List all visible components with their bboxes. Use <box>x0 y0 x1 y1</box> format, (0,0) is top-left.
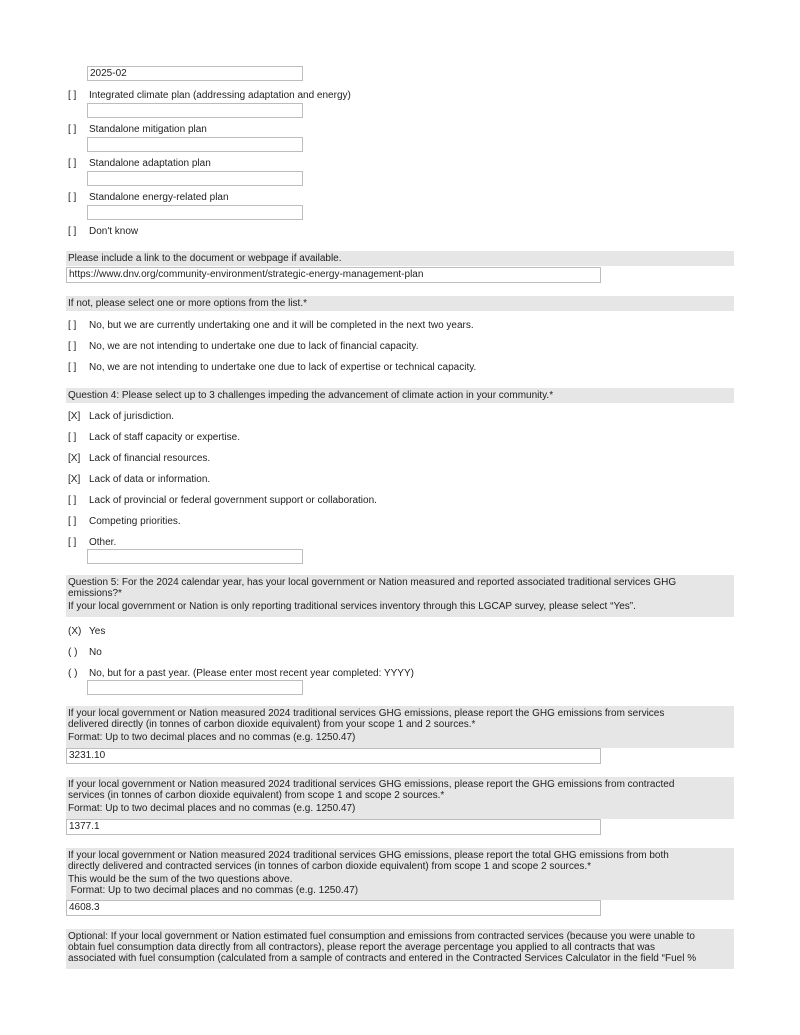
other-field[interactable] <box>87 549 303 564</box>
option-label-yes: Yes <box>89 626 106 637</box>
direct-emissions-prompt <box>66 706 734 748</box>
direct-emissions-field[interactable]: 3231.10 <box>66 748 601 764</box>
direct-emissions-format: Format: Up to two decimal places and no commas (e.g. 1250.47) <box>68 732 356 743</box>
past-year-field[interactable] <box>87 680 303 695</box>
energy-plan-field[interactable] <box>87 205 303 220</box>
option-label-financial-capacity: No, we are not intending to undertake one due to lack of financial capacity. <box>89 341 419 352</box>
option-label-mitigation-plan: Standalone mitigation plan <box>89 124 207 135</box>
total-emissions-line-1: If your local government or Nation measured 2024 traditional services GHG emissions, please report the total GHG emissions from both <box>68 850 669 861</box>
total-emissions-prompt <box>66 848 734 900</box>
total-emissions-field[interactable]: 4608.3 <box>66 900 601 916</box>
contracted-emissions-line-2: services (in tonnes of carbon dioxide equivalent) from scope 1 and scope 2 sources.* <box>68 790 445 801</box>
option-label-adaptation-plan: Standalone adaptation plan <box>89 158 211 169</box>
option-label-lack-support: Lack of provincial or federal government support or collaboration. <box>89 495 377 506</box>
checkbox-dont-know[interactable]: [ ] <box>68 226 77 237</box>
checkbox-lack-jurisdiction[interactable]: [X] <box>68 411 81 422</box>
contracted-emissions-prompt <box>66 777 734 819</box>
contracted-emissions-format: Format: Up to two decimal places and no commas (e.g. 1250.47) <box>68 803 356 814</box>
optional-fuel-line-2: obtain fuel consumption data directly from all contractors), please report the average percentage you applied to all contracts that was <box>68 942 655 953</box>
checkbox-lack-financial[interactable]: [X] <box>68 453 81 464</box>
checkbox-other[interactable]: [ ] <box>68 537 77 548</box>
total-emissions-line-2: directly delivered and contracted services (in tonnes of carbon dioxide equivalent) from scope 1 and scope 2 sources.* <box>68 861 592 872</box>
checkbox-energy-plan[interactable]: [ ] <box>68 192 77 203</box>
option-label-technical-capacity: No, we are not intending to undertake one due to lack of expertise or technical capacity. <box>89 362 477 373</box>
option-label-energy-plan: Standalone energy-related plan <box>89 192 229 203</box>
option-label-dont-know: Don't know <box>89 226 139 237</box>
radio-no[interactable]: ( ) <box>68 647 78 658</box>
checkbox-lack-staff[interactable]: [ ] <box>68 432 77 443</box>
option-label-competing-priorities: Competing priorities. <box>89 516 181 527</box>
option-label-lack-data: Lack of data or information. <box>89 474 211 485</box>
option-label-other: Other. <box>89 537 117 548</box>
option-label-integrated-plan: Integrated climate plan (addressing adaptation and energy) <box>89 90 351 101</box>
option-label-lack-financial: Lack of financial resources. <box>89 453 211 464</box>
optional-fuel-prompt <box>66 929 734 969</box>
checkbox-adaptation-plan[interactable]: [ ] <box>68 158 77 169</box>
adaptation-plan-field[interactable] <box>87 171 303 186</box>
checkbox-integrated-plan[interactable]: [ ] <box>68 90 77 101</box>
checkbox-competing-priorities[interactable]: [ ] <box>68 516 77 527</box>
total-emissions-note: This would be the sum of the two questions above. <box>68 874 293 885</box>
optional-fuel-line-3: associated with fuel consumption (calculated from a sample of contracts and entered in the Contracted Services Calculator in the field “Fuel % <box>68 953 697 964</box>
optional-fuel-line-1: Optional: If your local government or Nation estimated fuel consumption and emissions from contracted services (because you were unable to <box>68 931 695 942</box>
checkbox-mitigation-plan[interactable]: [ ] <box>68 124 77 135</box>
checkbox-technical-capacity[interactable]: [ ] <box>68 362 77 373</box>
contracted-emissions-field[interactable]: 1377.1 <box>66 819 601 835</box>
checkbox-undertaking[interactable]: [ ] <box>68 320 77 331</box>
contracted-emissions-line-1: If your local government or Nation measured 2024 traditional services GHG emissions, please report the GHG emissions from contracted <box>68 779 675 790</box>
total-emissions-format: Format: Up to two decimal places and no commas (e.g. 1250.47) <box>68 885 359 896</box>
checkbox-lack-support[interactable]: [ ] <box>68 495 77 506</box>
mitigation-plan-field[interactable] <box>87 137 303 152</box>
if-not-prompt: If not, please select one or more options from the list.* <box>66 296 734 311</box>
link-field[interactable]: https://www.dnv.org/community-environment/strategic-energy-management-plan <box>66 267 601 283</box>
option-label-undertaking: No, but we are currently undertaking one and it will be completed in the next two years. <box>89 320 474 331</box>
option-label-no: No <box>89 647 102 658</box>
question-5-line-2: emissions?* <box>68 588 122 599</box>
checkbox-financial-capacity[interactable]: [ ] <box>68 341 77 352</box>
direct-emissions-line-1: If your local government or Nation measured 2024 traditional services GHG emissions, please report the GHG emissions from services <box>68 708 665 719</box>
question-4-prompt: Question 4: Please select up to 3 challenges impeding the advancement of climate action in your community.* <box>66 388 734 403</box>
plan-date-field[interactable]: 2025-02 <box>87 66 303 81</box>
question-5-note: If your local government or Nation is only reporting traditional services inventory through this LGCAP survey, please select “Yes”. <box>68 601 636 612</box>
link-prompt: Please include a link to the document or webpage if available. <box>66 251 734 266</box>
question-5-prompt <box>66 575 734 617</box>
checkbox-lack-data[interactable]: [X] <box>68 474 81 485</box>
direct-emissions-line-2: delivered directly (in tonnes of carbon dioxide equivalent) from your scope 1 and 2 sources.* <box>68 719 476 730</box>
radio-yes[interactable]: (X) <box>68 626 82 637</box>
radio-past-year[interactable]: ( ) <box>68 668 78 679</box>
option-label-past-year: No, but for a past year. (Please enter most recent year completed: YYYY) <box>89 668 414 679</box>
integrated-plan-field[interactable] <box>87 103 303 118</box>
option-label-lack-staff: Lack of staff capacity or expertise. <box>89 432 241 443</box>
option-label-lack-jurisdiction: Lack of jurisdiction. <box>89 411 175 422</box>
question-5-line-1: Question 5: For the 2024 calendar year, has your local government or Nation measured and reported associated traditional services GHG <box>68 577 677 588</box>
